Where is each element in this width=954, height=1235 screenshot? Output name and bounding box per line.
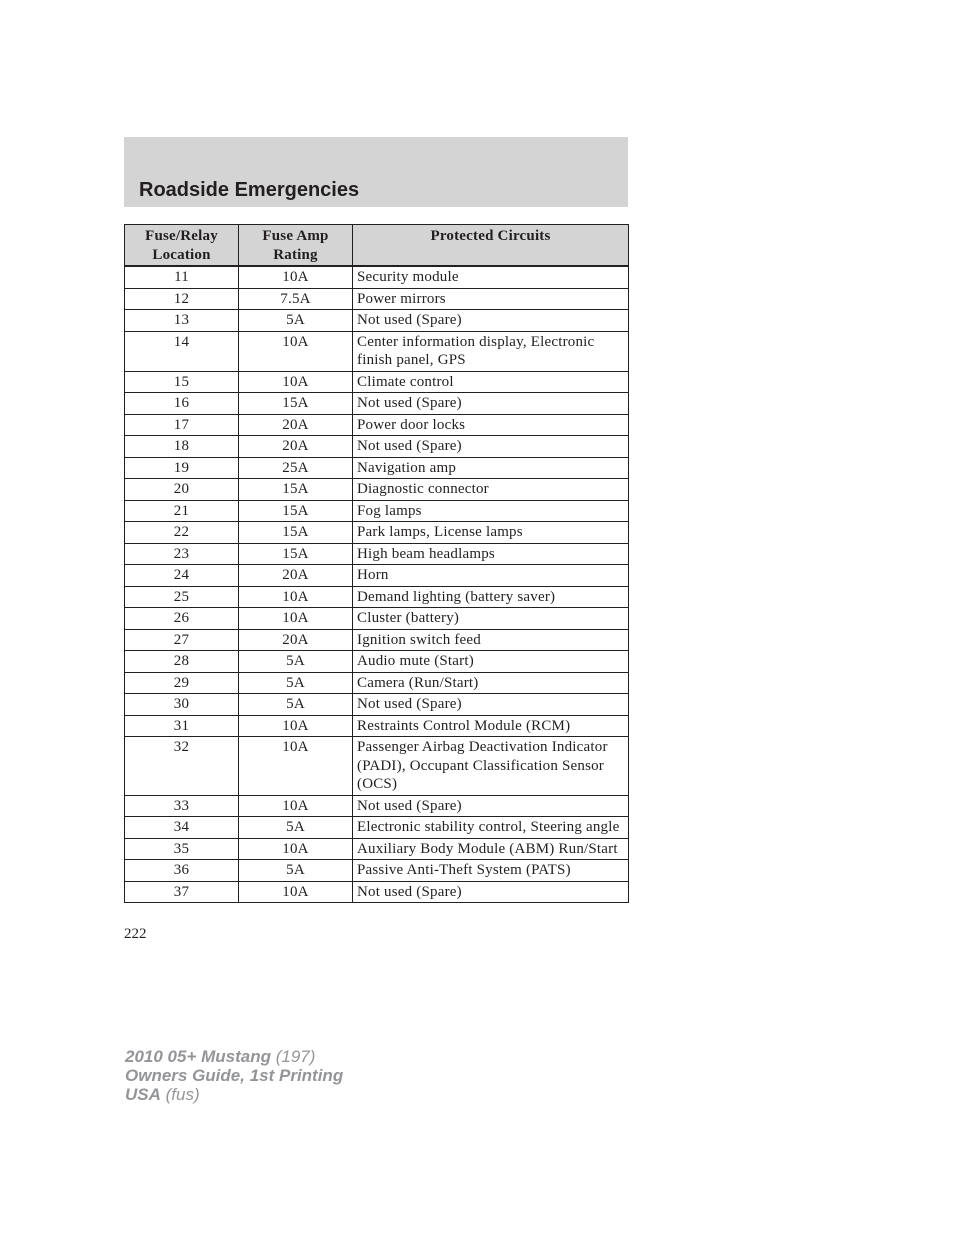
fuse-rating-cell: 15A xyxy=(239,393,353,415)
table-row xyxy=(125,436,629,458)
protected-circuits-cell: Cluster (battery) xyxy=(353,608,629,630)
protected-circuits-cell: Power door locks xyxy=(353,414,629,436)
fuse-location-cell: 18 xyxy=(125,436,239,458)
table-row xyxy=(125,795,629,817)
fuse-rating-cell: 5A xyxy=(239,651,353,673)
table-row xyxy=(125,672,629,694)
protected-circuits-cell: Not used (Spare) xyxy=(353,694,629,716)
protected-circuits-cell: Security module xyxy=(353,266,629,288)
footer-line-model xyxy=(125,1047,343,1066)
table-row xyxy=(125,715,629,737)
fuse-location-cell: 33 xyxy=(125,795,239,817)
protected-circuits-cell: Park lamps, License lamps xyxy=(353,522,629,544)
fuse-location-cell: 36 xyxy=(125,860,239,882)
fuse-rating-cell: 10A xyxy=(239,715,353,737)
table-row xyxy=(125,586,629,608)
fuse-rating-cell: 15A xyxy=(239,522,353,544)
header-fuse-amp-rating: Fuse Amp Rating xyxy=(239,225,353,267)
fuse-location-cell: 32 xyxy=(125,737,239,796)
protected-circuits-cell: Fog lamps xyxy=(353,500,629,522)
fuse-location-cell: 14 xyxy=(125,331,239,371)
protected-circuits-cell: Ignition switch feed xyxy=(353,629,629,651)
fuse-location-cell: 22 xyxy=(125,522,239,544)
table-row xyxy=(125,331,629,371)
protected-circuits-cell: Horn xyxy=(353,565,629,587)
fuse-rating-cell: 10A xyxy=(239,586,353,608)
fuse-location-cell: 23 xyxy=(125,543,239,565)
fuse-rating-cell: 20A xyxy=(239,565,353,587)
table-row xyxy=(125,522,629,544)
protected-circuits-cell: Not used (Spare) xyxy=(353,310,629,332)
fuse-location-cell: 26 xyxy=(125,608,239,630)
protected-circuits-cell: Not used (Spare) xyxy=(353,393,629,415)
fuse-location-cell: 35 xyxy=(125,838,239,860)
page-number: 222 xyxy=(124,926,147,942)
protected-circuits-cell: Camera (Run/Start) xyxy=(353,672,629,694)
fuse-rating-cell: 20A xyxy=(239,629,353,651)
fuse-rating-cell: 7.5A xyxy=(239,288,353,310)
fuse-rating-cell: 10A xyxy=(239,795,353,817)
fuse-table xyxy=(124,224,629,903)
protected-circuits-cell: Audio mute (Start) xyxy=(353,651,629,673)
fuse-rating-cell: 10A xyxy=(239,371,353,393)
table-row xyxy=(125,310,629,332)
document-footer xyxy=(125,1047,343,1104)
table-row xyxy=(125,694,629,716)
fuse-location-cell: 15 xyxy=(125,371,239,393)
fuse-location-cell: 16 xyxy=(125,393,239,415)
protected-circuits-cell: Navigation amp xyxy=(353,457,629,479)
fuse-rating-cell: 5A xyxy=(239,817,353,839)
fuse-rating-cell: 25A xyxy=(239,457,353,479)
fuse-table-body xyxy=(125,266,629,903)
fuse-location-cell: 37 xyxy=(125,881,239,903)
fuse-table-header xyxy=(125,225,629,267)
protected-circuits-cell: Not used (Spare) xyxy=(353,795,629,817)
protected-circuits-cell: Center information display, Electronic finish panel, GPS xyxy=(353,331,629,371)
table-row xyxy=(125,393,629,415)
fuse-location-cell: 34 xyxy=(125,817,239,839)
section-header-band xyxy=(124,137,628,207)
fuse-rating-cell: 15A xyxy=(239,500,353,522)
fuse-rating-cell: 10A xyxy=(239,266,353,288)
table-row xyxy=(125,543,629,565)
table-row xyxy=(125,414,629,436)
fuse-rating-cell: 20A xyxy=(239,436,353,458)
fuse-rating-cell: 5A xyxy=(239,694,353,716)
table-row xyxy=(125,565,629,587)
table-row xyxy=(125,651,629,673)
protected-circuits-cell: Electronic stability control, Steering angle xyxy=(353,817,629,839)
fuse-location-cell: 25 xyxy=(125,586,239,608)
fuse-rating-cell: 15A xyxy=(239,479,353,501)
fuse-location-cell: 13 xyxy=(125,310,239,332)
fuse-location-cell: 27 xyxy=(125,629,239,651)
protected-circuits-cell: High beam headlamps xyxy=(353,543,629,565)
fuse-location-cell: 21 xyxy=(125,500,239,522)
protected-circuits-cell: Passive Anti-Theft System (PATS) xyxy=(353,860,629,882)
table-row xyxy=(125,500,629,522)
footer-model-code: (197) xyxy=(275,1047,316,1066)
fuse-location-cell: 29 xyxy=(125,672,239,694)
protected-circuits-cell: Power mirrors xyxy=(353,288,629,310)
table-row xyxy=(125,457,629,479)
table-row xyxy=(125,629,629,651)
table-row xyxy=(125,838,629,860)
protected-circuits-cell: Restraints Control Module (RCM) xyxy=(353,715,629,737)
table-row xyxy=(125,860,629,882)
footer-line-guide xyxy=(125,1066,343,1085)
fuse-rating-cell: 15A xyxy=(239,543,353,565)
table-row xyxy=(125,266,629,288)
fuse-rating-cell: 10A xyxy=(239,737,353,796)
footer-model: 2010 05+ Mustang xyxy=(125,1047,271,1066)
section-title: Roadside Emergencies xyxy=(139,179,360,201)
table-header-row xyxy=(125,225,629,267)
fuse-location-cell: 17 xyxy=(125,414,239,436)
fuse-rating-cell: 5A xyxy=(239,672,353,694)
header-fuse-relay-location: Fuse/Relay Location xyxy=(125,225,239,267)
footer-guide: Owners Guide, 1st Printing xyxy=(125,1066,344,1085)
fuse-location-cell: 31 xyxy=(125,715,239,737)
fuse-location-cell: 30 xyxy=(125,694,239,716)
fuse-rating-cell: 10A xyxy=(239,838,353,860)
fuse-location-cell: 24 xyxy=(125,565,239,587)
protected-circuits-cell: Not used (Spare) xyxy=(353,436,629,458)
protected-circuits-cell: Auxiliary Body Module (ABM) Run/Start xyxy=(353,838,629,860)
fuse-location-cell: 20 xyxy=(125,479,239,501)
footer-market: USA xyxy=(125,1085,161,1104)
fuse-rating-cell: 5A xyxy=(239,860,353,882)
footer-line-market xyxy=(125,1085,343,1104)
fuse-location-cell: 11 xyxy=(125,266,239,288)
protected-circuits-cell: Climate control xyxy=(353,371,629,393)
table-row xyxy=(125,817,629,839)
table-row xyxy=(125,737,629,796)
protected-circuits-cell: Passenger Airbag Deactivation Indicator (PADI), Occupant Classification Sensor (OCS) xyxy=(353,737,629,796)
header-protected-circuits: Protected Circuits xyxy=(353,225,629,267)
fuse-rating-cell: 10A xyxy=(239,331,353,371)
fuse-location-cell: 12 xyxy=(125,288,239,310)
table-row xyxy=(125,881,629,903)
fuse-location-cell: 19 xyxy=(125,457,239,479)
table-row xyxy=(125,608,629,630)
protected-circuits-cell: Diagnostic connector xyxy=(353,479,629,501)
table-row xyxy=(125,288,629,310)
table-row xyxy=(125,479,629,501)
protected-circuits-cell: Not used (Spare) xyxy=(353,881,629,903)
protected-circuits-cell: Demand lighting (battery saver) xyxy=(353,586,629,608)
fuse-rating-cell: 20A xyxy=(239,414,353,436)
footer-market-code: (fus) xyxy=(165,1085,200,1104)
fuse-location-cell: 28 xyxy=(125,651,239,673)
fuse-rating-cell: 10A xyxy=(239,881,353,903)
fuse-rating-cell: 10A xyxy=(239,608,353,630)
fuse-rating-cell: 5A xyxy=(239,310,353,332)
table-row xyxy=(125,371,629,393)
